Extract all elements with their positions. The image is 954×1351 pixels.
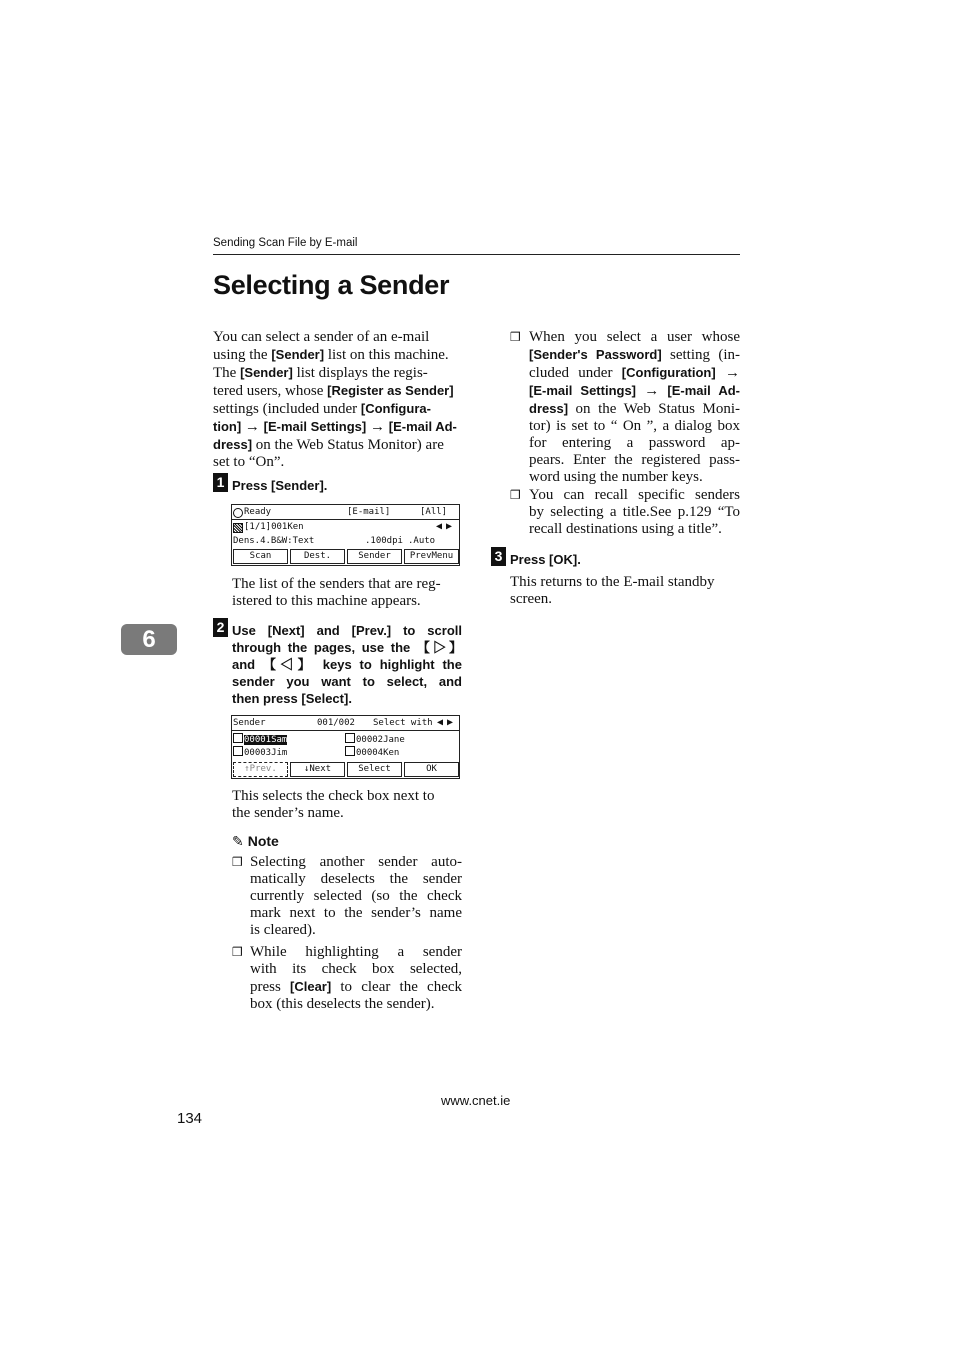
- sender-button[interactable]: Sender: [347, 549, 402, 564]
- bullet-icon: ❒: [232, 945, 243, 959]
- lcd-auto: .Auto: [408, 536, 436, 546]
- lcd-sender-list: [231, 715, 460, 779]
- bullet-icon: ❒: [232, 855, 243, 869]
- sender-entry[interactable]: 00004Ken: [345, 746, 399, 760]
- lcd-select-hint: Select with: [373, 718, 433, 728]
- lcd-mode: [E-mail]: [347, 507, 391, 517]
- step-number-1: 1: [213, 473, 228, 492]
- sender-entry[interactable]: 00002Jane: [345, 733, 405, 747]
- step-number-3: 3: [491, 547, 506, 566]
- note-item-1: Selecting another sender auto- matically deselects the sender currently selected (so the check mark next to the sender’s name is cleared).: [250, 854, 462, 938]
- intro-line: tered users, whose [Register as Sender]: [213, 383, 454, 399]
- checkbox-icon: [345, 733, 355, 743]
- right-arrow-key-icon: ▶: [446, 521, 453, 532]
- dest-button[interactable]: Dest.: [290, 549, 345, 564]
- right-arrow-key-icon: ▶: [447, 717, 454, 728]
- step3-instruction: Press [OK].: [510, 552, 581, 567]
- prev-menu-button[interactable]: PrevMenu: [404, 549, 459, 564]
- lcd-resolution: .100dpi: [365, 536, 403, 546]
- left-arrow-key-icon: ◀: [436, 521, 443, 532]
- page-title: Selecting a Sender: [213, 270, 450, 300]
- lcd-status: Ready: [244, 507, 272, 517]
- left-key-icon: 【◁】: [263, 657, 315, 672]
- header-rule: [213, 254, 740, 255]
- page-number: 134: [177, 1110, 203, 1127]
- next-button[interactable]: ↓Next: [290, 762, 345, 777]
- right-note-1: When you select a user whose [Sender's Password] setting (in- cluded under [Configuration] → [E-mail Settings] → [E-mail Ad- dress] on the Web Status Moni- tor) is set to “ On ”, a dialog box for entering a password ap- pears. Enter the registered pass- word using the number keys.: [529, 329, 741, 485]
- intro-line: tion] → [E-mail Settings] → [E-mail Ad-: [213, 419, 457, 435]
- scan-button[interactable]: Scan: [233, 549, 288, 564]
- prev-button[interactable]: ↑Prev.: [233, 762, 288, 777]
- left-arrow-key-icon: ◀: [437, 717, 444, 728]
- ready-indicator-icon: [233, 508, 243, 518]
- intro-line: set to “On”.: [213, 454, 285, 470]
- step-number-2: 2: [213, 618, 228, 637]
- lcd-destination: [1/1]001Ken: [244, 522, 304, 532]
- right-note-2: You can recall specific senders by selecting a title.See p.129 “To recall destinations using a title”.: [529, 487, 740, 537]
- lcd-filter: [All]: [420, 507, 448, 517]
- intro-line: using the [Sender] list on this machine.: [213, 347, 449, 363]
- sender-entry[interactable]: 00003Jim: [233, 746, 287, 760]
- intro-line: settings (included under [Configura-: [213, 401, 431, 417]
- intro-line: The [Sender] list displays the regis-: [213, 365, 428, 381]
- sender-entry[interactable]: 00001Sam: [233, 733, 287, 747]
- intro-line: You can select a sender of an e-mail: [213, 329, 430, 345]
- checkbox-icon: [345, 746, 355, 756]
- select-button[interactable]: Select: [347, 762, 402, 777]
- step1-result: The list of the senders that are reg- istered to this machine appears.: [232, 576, 441, 609]
- bullet-icon: ❒: [510, 330, 521, 344]
- lcd-scan-settings: Dens.4.B&W:Text: [233, 536, 315, 546]
- lcd-page-counter: 001/002: [317, 718, 355, 728]
- pencil-icon: ✎: [232, 835, 244, 850]
- note-heading: ✎ Note: [232, 833, 279, 850]
- address-book-icon: [233, 523, 243, 533]
- right-key-icon: 【▷】: [416, 640, 462, 655]
- step2-instruction: Use [Next] and [Prev.] to scroll through the pages, use the 【▷】 and 【◁】 keys to highlight the sender you want to select, and then press [Select].: [232, 623, 462, 706]
- lcd-scanner-screen: [231, 504, 460, 566]
- intro-paragraph: [213, 329, 462, 471]
- intro-line: dress] on the Web Status Monitor) are: [213, 437, 444, 453]
- chapter-tab: 6: [121, 624, 177, 655]
- lcd-sender-title: Sender: [233, 718, 266, 728]
- checkbox-icon: [233, 746, 243, 756]
- bullet-icon: ❒: [510, 488, 521, 502]
- note-item-2: While highlighting a sender with its check box selected, press [Clear] to clear the check box (this deselects the sender).: [250, 944, 463, 1012]
- checkbox-icon: [233, 733, 243, 743]
- step3-result: This returns to the E-mail standby screen.: [510, 574, 715, 607]
- running-header: Sending Scan File by E-mail: [213, 237, 358, 249]
- footer-url: www.cnet.ie: [441, 1093, 511, 1108]
- step2-result: This selects the check box next to the sender’s name.: [232, 788, 435, 821]
- ok-button[interactable]: OK: [404, 762, 459, 777]
- step1-instruction: Press [Sender].: [232, 478, 328, 493]
